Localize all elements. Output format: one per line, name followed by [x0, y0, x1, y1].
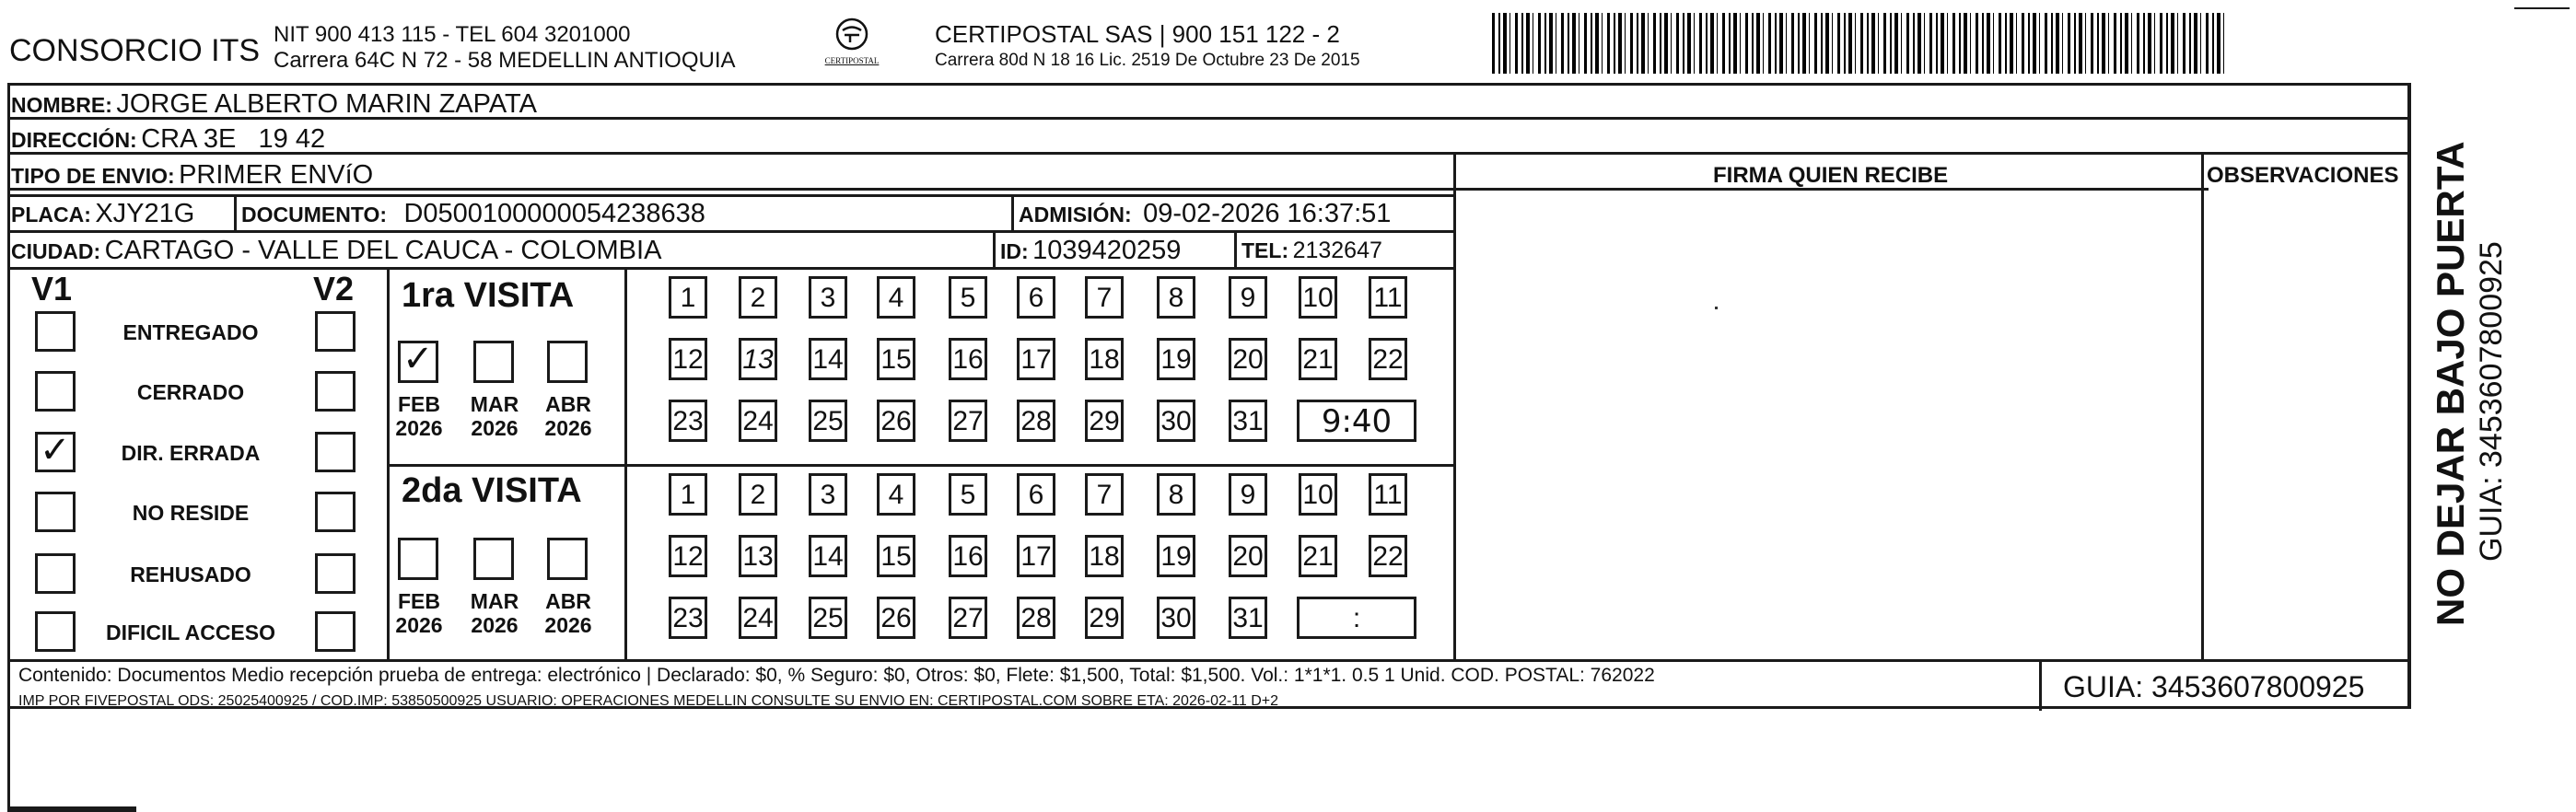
day-box[interactable]: 23: [669, 597, 707, 639]
footer-contenido: Contenido: Documentos Medio recepción prueba de entrega: electrónico | Declarado: $0, % Seguro: $0, Otros: $0, Flete: $1,500, Total: $1,500. Vol.: 1*1*1. 0.5 1 Unid. COD. POSTAL: 762022: [18, 665, 1655, 686]
edge-mark: [2514, 7, 2570, 9]
month-year: 2026: [471, 416, 519, 441]
day-box[interactable]: 6: [1017, 276, 1055, 319]
day-box[interactable]: 27: [949, 597, 987, 639]
visit1-title: 1ra VISITA: [402, 276, 575, 315]
day-box[interactable]: 14: [809, 535, 847, 577]
day-box[interactable]: 15: [877, 535, 915, 577]
month-name: ABR: [545, 392, 591, 416]
month-label: [389, 392, 449, 441]
day-box[interactable]: 14: [809, 338, 847, 380]
footer-imp: IMP POR FIVEPOSTAL ODS: 25025400925 / COD.IMP: 53850500925 USUARIO: OPERACIONES MEDELLIN CONSULTE SU ENVIO EN: CERTIPOSTAL.COM SOBRE ETA: 2026-02-11 D+2: [18, 693, 1279, 709]
day-box[interactable]: 19: [1157, 535, 1195, 577]
v1-checkbox[interactable]: [35, 611, 76, 652]
month-name: MAR: [470, 589, 519, 613]
direccion-value: CRA 3E 19 42: [141, 124, 326, 154]
month-label: [538, 589, 599, 638]
month-label: [538, 392, 599, 441]
company-name: CONSORCIO ITS: [9, 33, 261, 68]
month-name: MAR: [470, 392, 519, 416]
month-year: 2026: [395, 613, 443, 638]
day-box[interactable]: 19: [1157, 338, 1195, 380]
day-box[interactable]: 21: [1299, 535, 1337, 577]
status-label: DIFICIL ACCESO: [105, 621, 275, 644]
day-box[interactable]: 26: [877, 597, 915, 639]
admision-label: ADMISIÓN:: [1019, 203, 1132, 226]
day-box[interactable]: 12: [669, 535, 707, 577]
day-box[interactable]: 5: [949, 473, 987, 516]
month-checkbox[interactable]: [398, 338, 438, 383]
day-box[interactable]: 24: [739, 597, 777, 639]
certipostal-logo: [810, 17, 893, 74]
month-name: FEB: [398, 392, 440, 416]
month-checkbox[interactable]: [473, 538, 514, 580]
right-border: [2407, 83, 2410, 709]
day-box[interactable]: 29: [1085, 597, 1124, 639]
day-box[interactable]: 1: [669, 276, 707, 319]
day-box[interactable]: 2: [739, 276, 777, 319]
side-guia: GUIA: 3453607800925: [2474, 241, 2509, 562]
logo-text: CERTIPOSTAL: [824, 56, 880, 65]
day-box[interactable]: 8: [1157, 473, 1195, 516]
tipo-envio-value: PRIMER ENVíO: [179, 160, 374, 190]
day-box[interactable]: 31: [1229, 400, 1267, 442]
day-box[interactable]: 22: [1369, 535, 1407, 577]
month-name: ABR: [545, 589, 591, 613]
day-box[interactable]: 26: [877, 400, 915, 442]
v2-checkbox[interactable]: [315, 553, 356, 594]
status-label: REHUSADO: [130, 563, 251, 586]
day-box[interactable]: 7: [1085, 473, 1124, 516]
day-box[interactable]: 10: [1299, 473, 1337, 516]
documento-label: DOCUMENTO:: [241, 203, 388, 226]
next-label-fragment: [7, 806, 136, 812]
day-box[interactable]: 7: [1085, 276, 1124, 319]
certipostal-logo-icon: [832, 17, 872, 52]
day-box[interactable]: 20: [1229, 338, 1267, 380]
day-box[interactable]: 30: [1157, 597, 1195, 639]
month-year: 2026: [544, 613, 592, 638]
day-box[interactable]: 20: [1229, 535, 1267, 577]
check-mark: ✓: [402, 338, 434, 380]
day-box[interactable]: 16: [949, 338, 987, 380]
time-box[interactable]: 9:40: [1297, 400, 1416, 442]
day-box[interactable]: 11: [1369, 473, 1407, 516]
day-box[interactable]: 8: [1157, 276, 1195, 319]
v1-checkbox[interactable]: [35, 311, 76, 352]
day-box[interactable]: 27: [949, 400, 987, 442]
day-box[interactable]: 30: [1157, 400, 1195, 442]
day-box[interactable]: 17: [1017, 338, 1055, 380]
company-address: Carrera 64C N 72 - 58 MEDELLIN ANTIOQUIA: [274, 48, 736, 73]
v2-checkbox[interactable]: [315, 492, 356, 532]
month-label: [389, 589, 449, 638]
documento-value: D0500100000054238638: [403, 199, 705, 228]
tel-label: TEL:: [1241, 238, 1289, 262]
day-box[interactable]: 3: [809, 473, 847, 516]
speck-mark: [1715, 307, 1718, 309]
day-box[interactable]: 10: [1299, 276, 1337, 319]
day-box[interactable]: 9: [1229, 276, 1267, 319]
day-box[interactable]: 12: [669, 338, 707, 380]
day-box[interactable]: 13: [739, 535, 777, 577]
month-label: [464, 392, 525, 441]
placa-label: PLACA:: [11, 203, 91, 226]
day-box[interactable]: 22: [1369, 338, 1407, 380]
visit2-title: 2da VISITA: [402, 471, 582, 510]
v2-checkbox[interactable]: [315, 371, 356, 412]
day-box[interactable]: 4: [877, 276, 915, 319]
v2-checkbox[interactable]: [315, 311, 356, 352]
ciudad-value: CARTAGO - VALLE DEL CAUCA - COLOMBIA: [104, 236, 662, 265]
v1-header: V1: [31, 270, 73, 307]
day-box[interactable]: 24: [739, 400, 777, 442]
time-box[interactable]: :: [1297, 597, 1416, 639]
tel-value: 2132647: [1292, 238, 1382, 263]
observaciones-header: OBSERVACIONES: [2207, 163, 2399, 188]
day-box[interactable]: 28: [1017, 597, 1055, 639]
v2-checkbox[interactable]: [315, 432, 356, 472]
direccion-label: DIRECCIÓN:: [11, 128, 137, 152]
day-box[interactable]: 13: [739, 338, 777, 380]
v2-header: V2: [313, 270, 355, 307]
month-checkbox[interactable]: [398, 538, 438, 580]
day-box[interactable]: 11: [1369, 276, 1407, 319]
day-box[interactable]: 18: [1085, 535, 1124, 577]
id-label: ID:: [1000, 239, 1029, 263]
day-box[interactable]: 18: [1085, 338, 1124, 380]
day-box[interactable]: 5: [949, 276, 987, 319]
v1-checkbox[interactable]: [35, 371, 76, 412]
day-box[interactable]: 23: [669, 400, 707, 442]
month-year: 2026: [471, 613, 519, 638]
nombre-label: NOMBRE:: [11, 93, 112, 117]
day-box[interactable]: 2: [739, 473, 777, 516]
footer-guia: GUIA: 3453607800925: [2063, 670, 2365, 703]
day-box[interactable]: 15: [877, 338, 915, 380]
day-box[interactable]: 1: [669, 473, 707, 516]
next-label-edge: [7, 709, 10, 812]
carrier-address: Carrera 80d N 18 16 Lic. 2519 De Octubre 23 De 2015: [935, 51, 1360, 70]
day-box[interactable]: 6: [1017, 473, 1055, 516]
day-box[interactable]: 28: [1017, 400, 1055, 442]
observaciones-area[interactable]: [2205, 191, 2406, 657]
company-nit: NIT 900 413 115 - TEL 604 3201000: [274, 22, 631, 47]
day-box[interactable]: 4: [877, 473, 915, 516]
check-mark: ✓: [40, 429, 71, 471]
month-year: 2026: [395, 416, 443, 441]
admision-value: 09-02-2026 16:37:51: [1143, 199, 1392, 228]
nombre-value: JORGE ALBERTO MARIN ZAPATA: [116, 89, 537, 119]
v1-checkbox[interactable]: [35, 553, 76, 594]
day-box[interactable]: 21: [1299, 338, 1337, 380]
day-box[interactable]: 9: [1229, 473, 1267, 516]
day-box[interactable]: 17: [1017, 535, 1055, 577]
day-box[interactable]: 25: [809, 597, 847, 639]
status-label: CERRADO: [136, 380, 245, 404]
day-box[interactable]: 31: [1229, 597, 1267, 639]
day-box[interactable]: 16: [949, 535, 987, 577]
day-box[interactable]: 29: [1085, 400, 1124, 442]
status-label: DIR. ERRADA: [121, 441, 261, 465]
month-checkbox[interactable]: [473, 341, 514, 383]
ciudad-label: CIUDAD:: [11, 239, 101, 263]
status-label: ENTREGADO: [122, 320, 259, 344]
tipo-envio-label: TIPO DE ENVIO:: [11, 164, 175, 188]
v2-checkbox[interactable]: [315, 611, 356, 652]
month-name: FEB: [398, 589, 440, 613]
month-checkbox[interactable]: [547, 538, 588, 580]
id-value: 1039420259: [1032, 236, 1182, 265]
v1-checkbox[interactable]: [35, 429, 76, 472]
signature-area[interactable]: [1457, 191, 2199, 657]
status-label: NO RESIDE: [132, 501, 250, 525]
day-box[interactable]: 25: [809, 400, 847, 442]
no-dejar-bajo-puerta: NO DEJAR BAJO PUERTA: [2429, 141, 2472, 626]
month-label: [464, 589, 525, 638]
barcode: [1492, 13, 2229, 74]
month-checkbox[interactable]: [547, 341, 588, 383]
day-box[interactable]: 3: [809, 276, 847, 319]
month-year: 2026: [544, 416, 592, 441]
placa-value: XJY21G: [95, 199, 195, 228]
v1-checkbox[interactable]: [35, 492, 76, 532]
firma-header: FIRMA QUIEN RECIBE: [1713, 163, 1949, 188]
carrier-name: CERTIPOSTAL SAS | 900 151 122 - 2: [935, 20, 1340, 48]
